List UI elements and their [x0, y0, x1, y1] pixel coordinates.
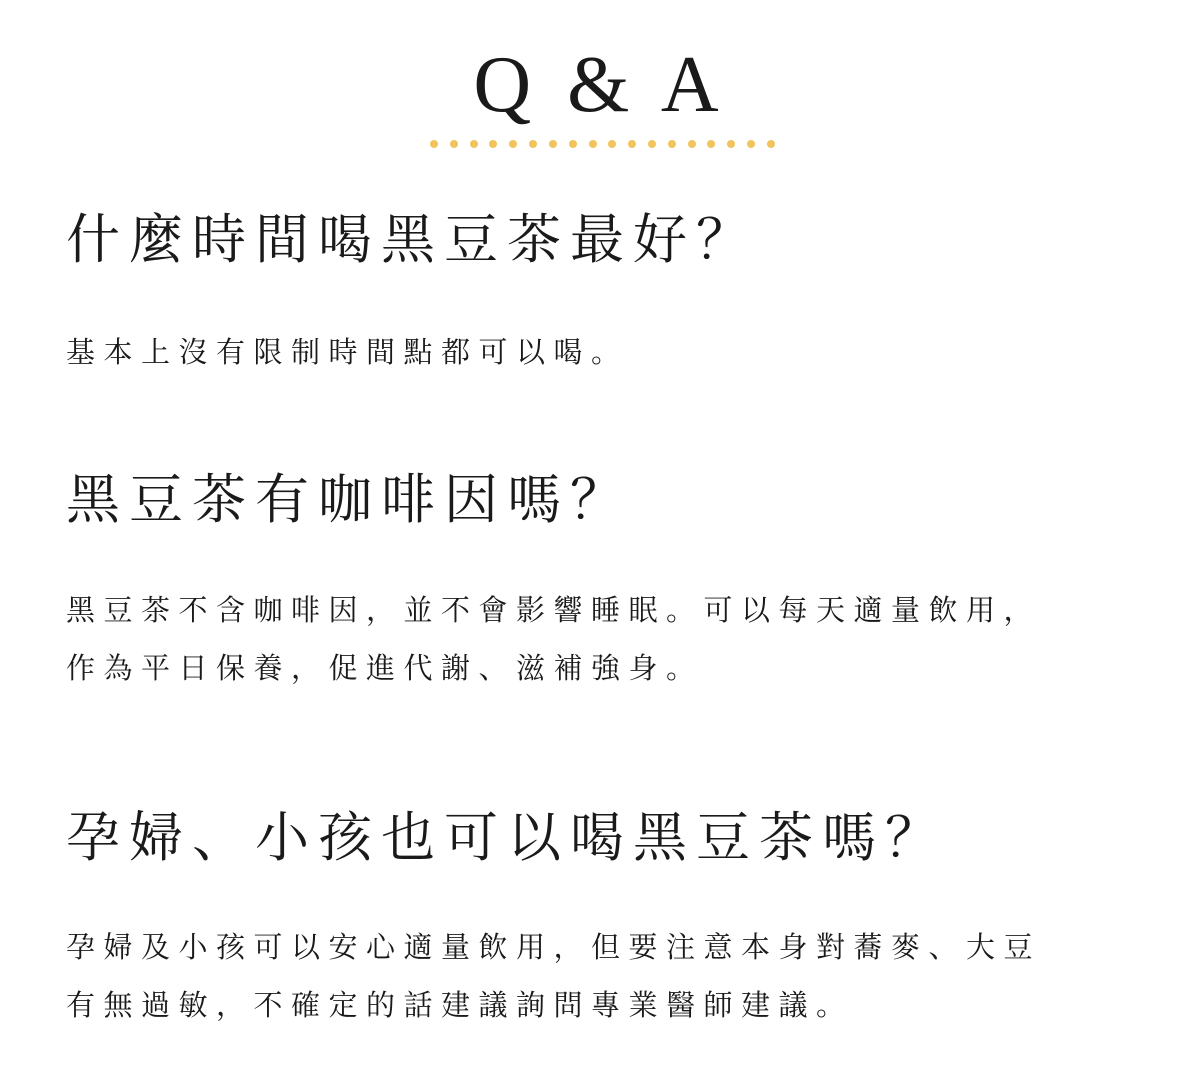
answer-2-line-1: 黑豆茶不含咖啡因，並不會影響睡眠。可以每天適量飲用， — [66, 593, 1042, 627]
divider-dot — [430, 140, 438, 148]
divider-dot — [747, 140, 755, 148]
divider-dot — [470, 140, 478, 148]
divider-dot — [608, 140, 616, 148]
divider-dot — [549, 140, 557, 148]
divider-dot — [529, 140, 537, 148]
divider-dot — [628, 140, 636, 148]
question-1: 什麼時間喝黑豆茶最好？ — [66, 208, 759, 271]
question-3: 孕婦、小孩也可以喝黑豆茶嗎？ — [66, 806, 948, 869]
answer-2-line-2: 作為平日保養，促進代謝、滋補強身。 — [66, 651, 704, 685]
page-title: Q & A — [473, 41, 727, 129]
dotted-divider — [430, 140, 775, 150]
divider-dot — [509, 140, 517, 148]
answer-1-line-1: 基本上沒有限制時間點都可以喝。 — [66, 335, 629, 369]
question-2: 黑豆茶有咖啡因嗎？ — [66, 468, 633, 531]
divider-dot — [450, 140, 458, 148]
answer-3-line-1: 孕婦及小孩可以安心適量飲用，但要注意本身對蕎麥、大豆 — [66, 930, 1042, 964]
divider-dot — [668, 140, 676, 148]
answer-1 — [66, 323, 629, 381]
divider-dot — [648, 140, 656, 148]
divider-dot — [589, 140, 597, 148]
divider-dot — [727, 140, 735, 148]
answer-3 — [66, 918, 1041, 1034]
divider-dot — [707, 140, 715, 148]
divider-dot — [569, 140, 577, 148]
divider-dot — [489, 140, 497, 148]
answer-2 — [66, 581, 1041, 697]
divider-dot — [688, 140, 696, 148]
divider-dot — [767, 140, 775, 148]
answer-3-line-2: 有無過敏，不確定的話建議詢問專業醫師建議。 — [66, 988, 854, 1022]
